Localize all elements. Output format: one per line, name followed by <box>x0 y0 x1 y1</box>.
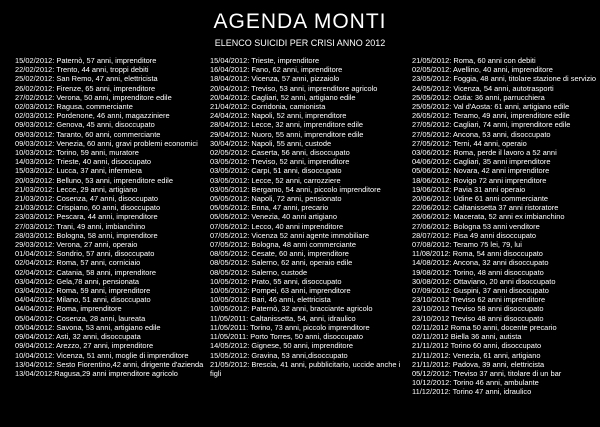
list-item: 10/05/2012: Prato, 55 anni, disoccupato <box>210 276 342 286</box>
list-item: 20/04/2012: Treviso, 53 anni, imprenditore agricolo <box>210 83 378 93</box>
list-item: 04/04/2012: Roma, imprenditore <box>15 304 122 314</box>
list-item: 11/05/2011: Caltanissetta, 54, anni, idraulico <box>210 313 356 323</box>
list-item: 14/03/2012: Trieste, 40 anni, disoccupato <box>15 157 152 167</box>
list-item: 15/03/2012: Lucca, 37 anni, infermiera <box>15 166 142 176</box>
list-item: 07/05/2012: Vicenza 52 anni agente immobiliare <box>210 230 370 240</box>
list-item: 21/05/2012: Brescia, 41 anni, pubblicitario, uccide anche i figli <box>210 359 401 378</box>
list-item: 13/04/2012:Ragusa,29 anni imprenditore agricolo <box>15 368 178 378</box>
list-item: 29/04/2012: Nuoro, 55 anni, imprenditore edile <box>210 129 364 139</box>
list-item: 21/04/2012: Corridonia, camionista <box>210 102 326 112</box>
list-item: 14/05/2012: Gignese, 50 anni, imprenditore <box>210 341 354 351</box>
list-item: 05/04/2012: Cosenza, 28 anni, laureata <box>15 313 146 323</box>
page-subtitle: ELENCO SUICIDI PER CRISI ANNO 2012 <box>214 38 386 48</box>
list-item: 10/05/2012: Bari, 46 anni, elettricista <box>210 295 331 305</box>
list-item: 27/05/2012: Terni, 44 anni, operaio <box>412 138 527 148</box>
list-item: 28/04/2012: Lecce, 32 anni, imprenditore edile <box>210 120 363 130</box>
list-item: 02/05/2012: Avellino, 40 anni, imprenditore <box>412 65 553 75</box>
list-item: 23/10/2012 Treviso 48 anni disoccupato <box>412 313 544 323</box>
list-item: 09/03/2012: Genova, 45 anni, disoccupato <box>15 120 155 130</box>
list-item: 09/03/2012: Taranto, 60 anni, commerciante <box>15 129 161 139</box>
list-item: 03/04/2012: Roma, 59 anni, imprenditore <box>15 286 151 296</box>
list-item: 03/05/2012: Lecce, 52 anni, carrozziere <box>210 175 341 185</box>
list-item: 03/05/2012: Treviso, 52 anni, imprenditore <box>210 157 350 167</box>
list-item: 18/04/2012: Vicenza, 57 anni, pizzaiolo <box>210 74 340 84</box>
list-item: 10/03/2012: Torino, 59 anni, muratore <box>15 148 139 158</box>
list-item: 09/04/2012: Arezzo, 27 anni, imprenditore <box>15 341 154 351</box>
list-item: 05/12/2012: Treviso 37 anni, titolare di un bar <box>412 368 562 378</box>
list-item: 11/08/2012: Roma, 54 anni disoccupato <box>412 249 543 259</box>
list-item: 26/02/2012: Firenze, 65 anni, imprenditore <box>15 83 156 93</box>
list-item: 30/08/2012: Ottaviano, 20 anni disoccupato <box>412 276 556 286</box>
list-item: 21/03/2012: Cosenza, 47 anni, disoccupato <box>15 194 159 204</box>
list-item: 05/05/2012: Napoli, 72 anni, pensionato <box>210 194 342 204</box>
list-item: 19/08/2012: Torino, 48 anni disoccupato <box>412 267 544 277</box>
list-item: 02/11/2012 Biella 36 anni, autista <box>412 332 522 342</box>
list-item: 14/08/2012: Ancona, 32 anni disoccupato <box>412 258 549 268</box>
list-item: 11/12/2012: Torino 47 anni, idraulico <box>412 387 532 397</box>
list-item: 23/03/2012: Pescara, 44 anni, imprenditore <box>15 212 158 222</box>
list-item: 23/10/2012 Treviso 58 anni disoccupato <box>412 304 544 314</box>
list-item: 28/07/2012: Pisa 49 anni disoccupato <box>412 230 537 240</box>
list-item: 10/12/2012: Torino 46 anni, ambulante <box>412 378 539 388</box>
list-item: 24/05/2012: Vicenza, 54 anni, autotrasporti <box>412 83 554 93</box>
list-item: 26/06/2012: Macerata, 52 anni ex imbianchino <box>412 212 565 222</box>
list-item: 27/02/2012: Verona, 50 anni, imprenditore edile <box>15 92 172 102</box>
list-item: 09/04/2012: Asti, 32 anni, disoccupata <box>15 332 141 342</box>
list-item: 02/11/2012 Roma 50 anni, docente precario <box>412 322 557 332</box>
list-item: 02/03/2012: Ragusa, commerciante <box>15 102 133 112</box>
list-item: 03/06/2012: Roma, perde il lavoro a 52 anni <box>412 148 557 158</box>
list-item: 08/05/2012: Cesate, 60 anni, imprenditore <box>210 249 349 259</box>
column-2 <box>210 56 406 378</box>
list-item: 05/06/2012: Novara, 42 anni imprenditore <box>412 166 550 176</box>
list-item: 16/04/2012: Fano, 62 anni, imprenditore <box>210 65 343 75</box>
list-item: 25/02/2012: San Remo, 47 anni, elettricista <box>15 74 158 84</box>
list-item: 15/04/2012: Trieste, imprenditore <box>210 56 320 65</box>
list-item: 07/09/2012: Guspini, 37 anni disoccupato <box>412 286 549 296</box>
list-item: 21/11/2012 Torino 60 anni, disoccupato <box>412 341 542 351</box>
list-item: 02/04/2012: Catania, 58 anni, imprenditore <box>15 267 156 277</box>
list-item: 03/05/2012: Carpi, 51 anni, disoccupato <box>210 166 342 176</box>
list-item: 10/05/2012: Paternò, 32 anni, bracciante agricolo <box>210 304 373 314</box>
list-item: 01/04/2012: Sondrio, 57 anni, disoccupato <box>15 249 155 259</box>
list-item: 22/02/2012: Trento, 44 anni, troppi debiti <box>15 65 149 75</box>
list-item: 19/06/2012: Pavia 31 anni operaio <box>412 184 526 194</box>
list-item: 21/03/2012: Crispiano, 60 anni, disoccupato <box>15 203 161 213</box>
list-item: 03/04/2012: Gela,78 anni, pensionata <box>15 276 140 286</box>
list-item: 24/04/2012: Napoli, 52 anni, imprenditore <box>210 111 347 121</box>
list-item: 05/05/2012: Enna, 47 anni, precario <box>210 203 329 213</box>
list-item: 08/05/2012: Salerno, 62 anni, operaio edile <box>210 258 353 268</box>
list-item: 23/05/2012: Foggia, 48 anni, titolare stazione di servizio <box>412 74 596 84</box>
list-item: 22/06/2012: Caltanissetta 37 anni ristoratore <box>412 203 559 213</box>
list-item: 26/05/2012: Teramo, 49 anni, imprenditore edile <box>412 111 570 121</box>
page-title: AGENDA MONTI <box>213 10 387 33</box>
list-item: 21/03/2012: Lecce, 29 anni, artigiano <box>15 184 138 194</box>
list-item: 04/04/2012: Milano, 51 anni, disoccupato <box>15 295 151 305</box>
list-item: 29/03/2012: Verona, 27 anni, operaio <box>15 240 138 250</box>
list-item: 25/05/2012: Ostia: 36 anni, parrucchiera <box>412 92 545 102</box>
list-item: 20/04/2012: Cagliari, 52 anni, artigiano edile <box>210 92 356 102</box>
list-item: 20/03/2012: Belluno, 53 anni, imprenditore edile <box>15 175 173 185</box>
list-item: 27/03/2012: Trani, 49 anni, imbianchino <box>15 221 146 231</box>
list-item: 08/05/2012: Salerno, custode <box>210 267 308 277</box>
list-item: 30/04/2012: Napoli, 55 anni, custode <box>210 138 332 148</box>
list-item: 09/03/2012: Venezia, 60 anni, gravi problemi economici <box>15 138 198 148</box>
list-item: 21/11/2012: Venezia, 61 anni, artigiano <box>412 350 541 360</box>
list-item: 21/05/2012: Roma, 60 anni con debiti <box>412 56 536 65</box>
column-1 <box>15 56 205 378</box>
list-item: 21/11/2012: Padova, 39 anni, elettricista <box>412 359 545 369</box>
column-3 <box>412 56 598 397</box>
list-item: 04/06/2012: Cagliari, 35 anni imprenditore <box>412 157 551 167</box>
list-item: 27/05/2012: Ancona, 53 anni, disoccupato <box>412 129 551 139</box>
list-item: 10/04/2012: Vicenza, 51 anni, moglie di imprenditore <box>15 350 189 360</box>
list-item: 27/06/2012: Bologna 53 anni venditore <box>412 221 540 231</box>
list-item: 02/05/2012: Caserta, 56 anni, disoccupato <box>210 148 350 158</box>
list-item: 07/08/2012: Teramo 75 lei, 79, lui <box>412 240 522 250</box>
list-item: 10/05/2012: Pompei, 63 anni, imprenditore <box>210 286 351 296</box>
list-item: 15/05/2012: Gravina, 53 anni,disoccupato <box>210 350 348 360</box>
list-item: 13/04/2012: Sesto Fiorentino,42 anni, dirigente d'azienda <box>15 359 204 369</box>
list-item: 27/05/2012: Cagliari, 74 anni, imprenditore edile <box>412 120 571 130</box>
list-item: 11/05/2011: Torino, 73 anni, piccolo imprenditore <box>210 322 370 332</box>
list-item: 25/05/2012: Val d'Aosta: 61 anni, artigiano edile <box>412 102 570 112</box>
list-item: 07/05/2012: Lecco, 40 anni imprenditore <box>210 221 344 231</box>
list-item: 02/04/2012: Roma, 57 anni, corniciaio <box>15 258 141 268</box>
list-item: 02/03/2012: Pordenone, 46 anni, magazziniere <box>15 111 170 121</box>
list-item: 05/05/2012: Venezia, 40 anni artigiano <box>210 212 337 222</box>
list-item: 23/10/2012 Treviso 62 anni imprenditore <box>412 295 546 305</box>
list-item: 15/02/2012: Paternò, 57 anni, imprenditore <box>15 56 157 65</box>
list-item: 07/05/2012: Bologna, 48 anni commerciante <box>210 240 356 250</box>
list-item: 18/06/2012: Rovigo 72 anni imprenditore <box>412 175 547 185</box>
list-item: 28/03/2012: Bologna, 58 anni, imprenditore <box>15 230 158 240</box>
list-item: 20/06/2012: Udine 61 anni commerciante <box>412 194 549 204</box>
list-item: 03/05/2012: Bergamo, 54 anni, piccolo imprenditore <box>210 184 381 194</box>
list-item: 11/05/2011: Porto Torres, 50 anni, disoccupato <box>210 332 363 342</box>
list-item: 05/04/2012: Savona, 53 anni, artigiano edile <box>15 322 161 332</box>
